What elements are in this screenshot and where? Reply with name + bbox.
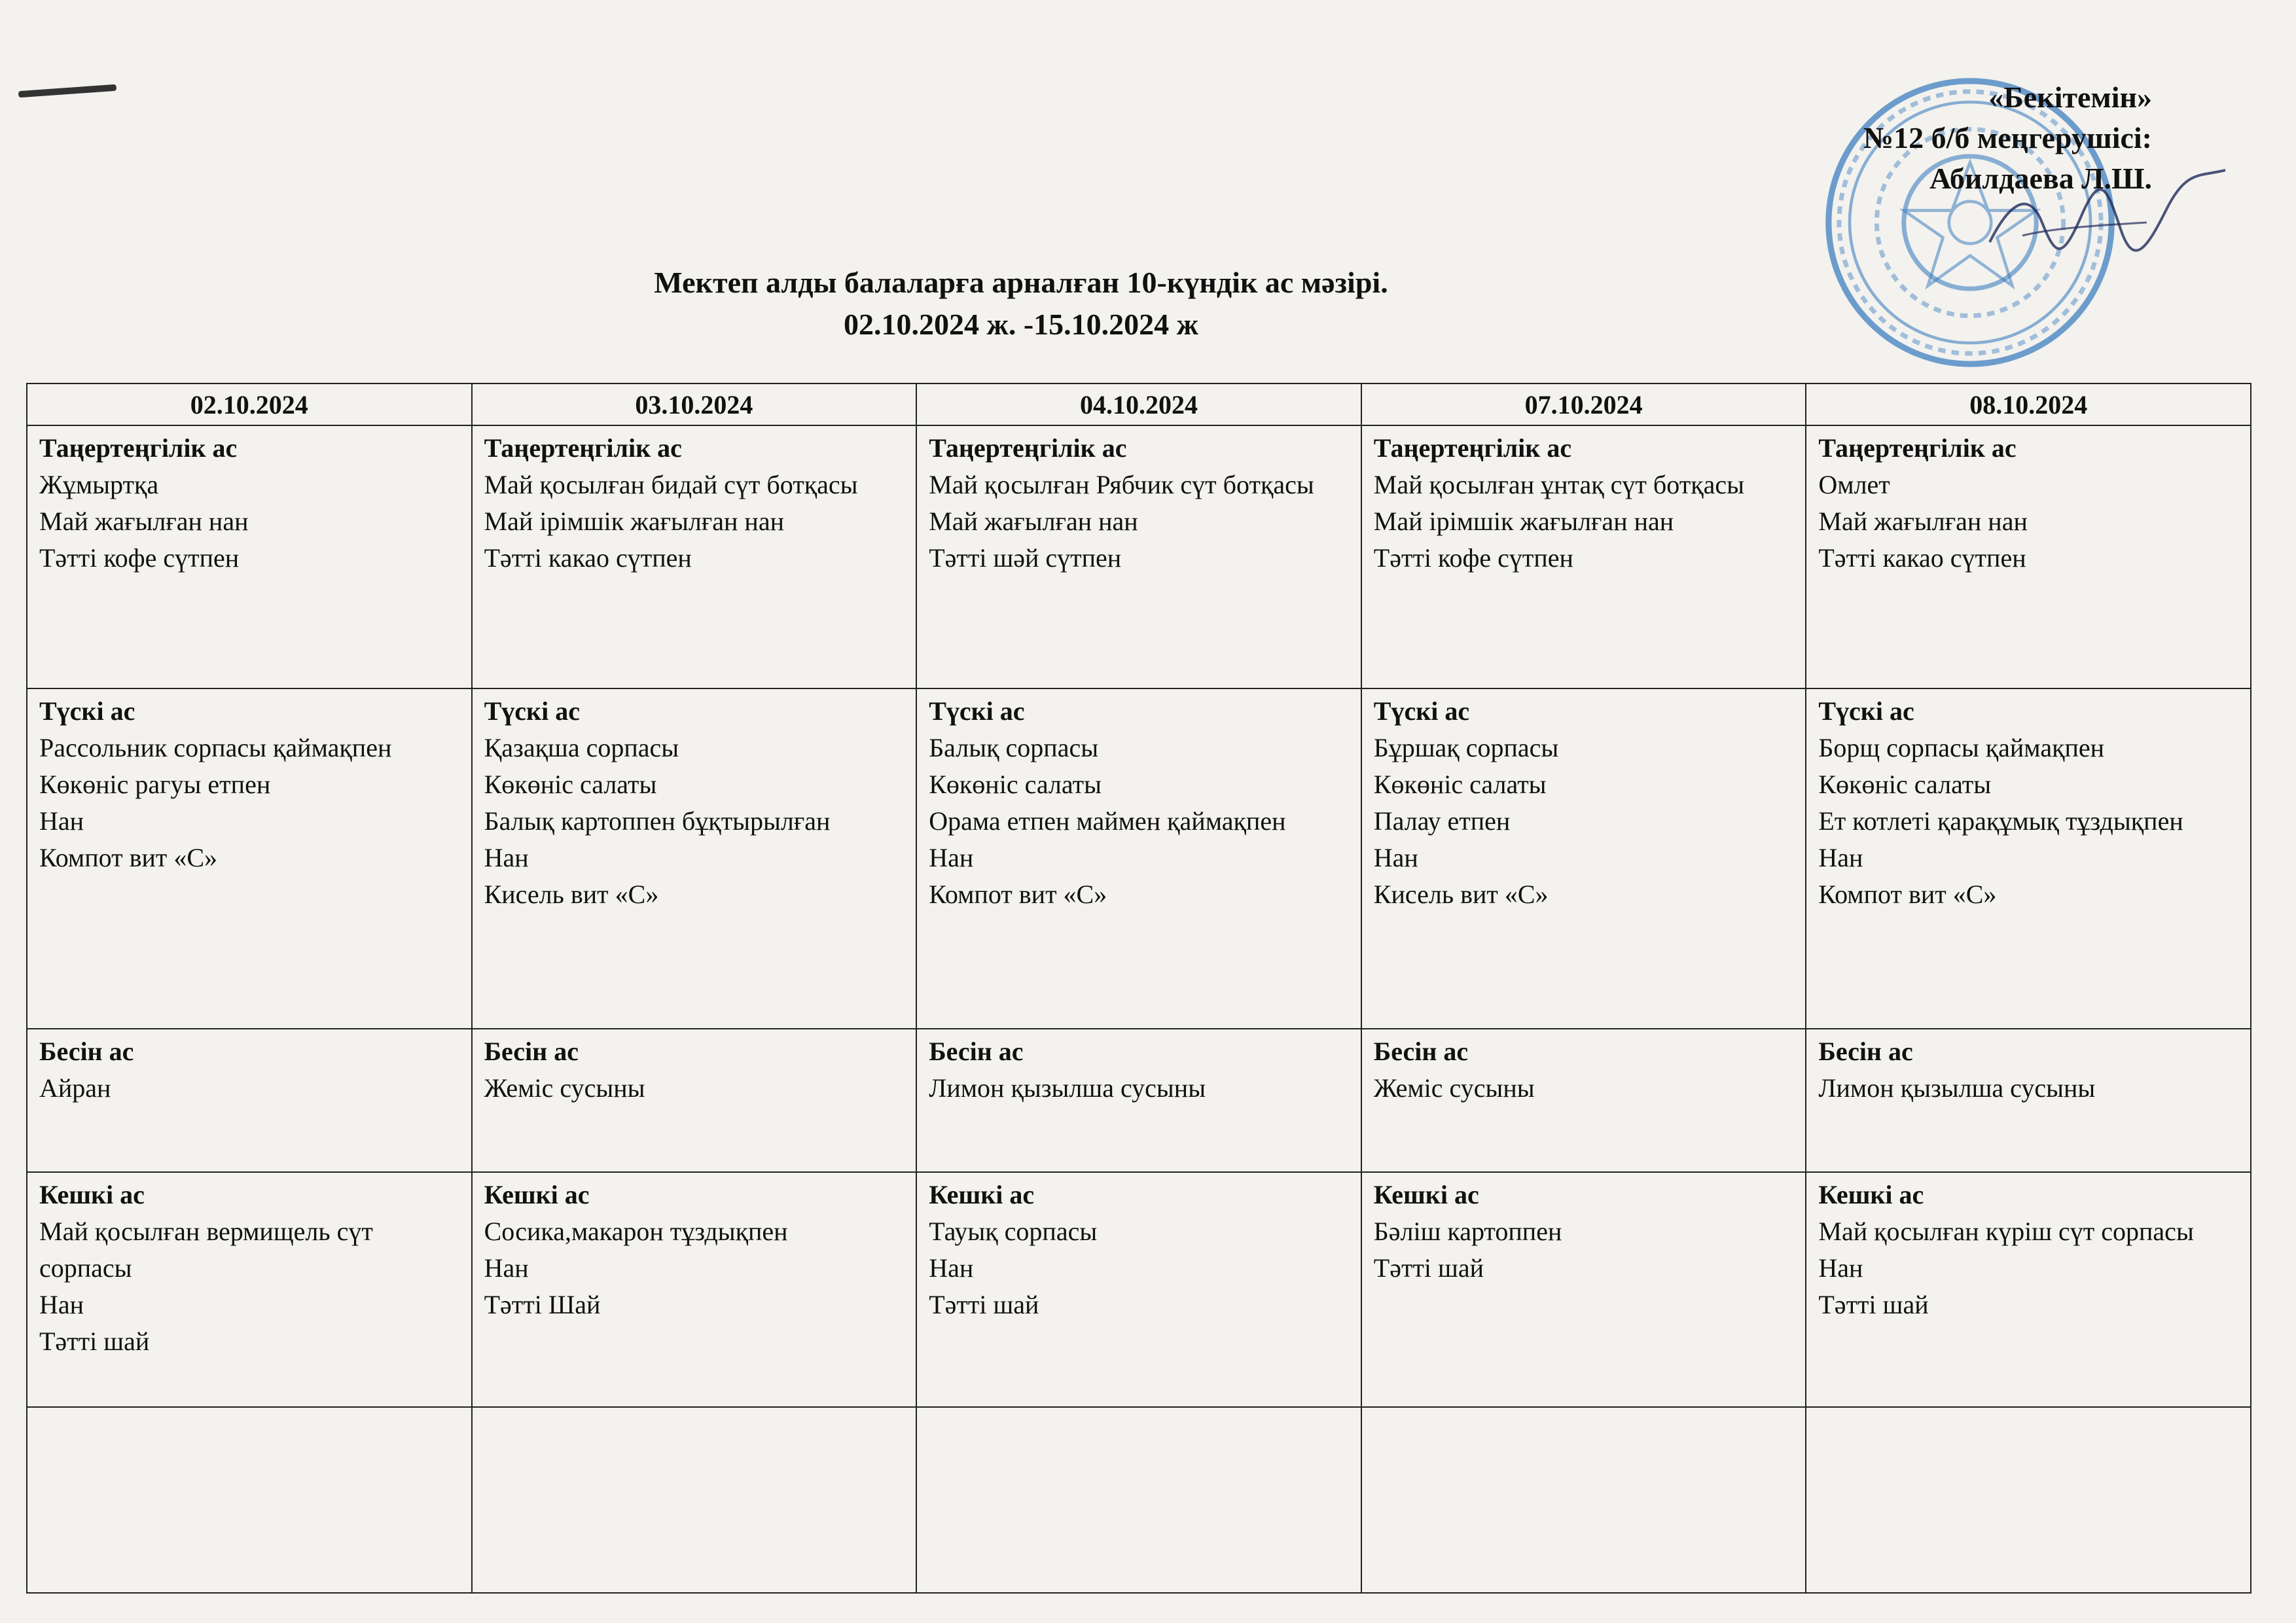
menu-table bbox=[26, 383, 2251, 1594]
menu-cell bbox=[472, 1172, 917, 1407]
menu-item: Май қосылған бидай сүт ботқасы bbox=[484, 470, 858, 499]
menu-item: Тауық сорпасы bbox=[929, 1217, 1098, 1247]
menu-item: Тәтті кофе сүтпен bbox=[1373, 543, 1573, 573]
menu-item: Тәтті Шай bbox=[484, 1290, 601, 1320]
menu-item: Компот вит «С» bbox=[1818, 879, 1997, 909]
menu-cell bbox=[916, 1029, 1361, 1172]
meal-title: Таңертеңгілік ас bbox=[39, 433, 238, 463]
menu-item: Көкөніс салаты bbox=[1818, 769, 1992, 799]
meal-title: Кешкі ас bbox=[1373, 1180, 1479, 1210]
menu-cell bbox=[916, 688, 1361, 1029]
menu-item: Тәтті какао сүтпен bbox=[1818, 543, 2026, 573]
empty-cell bbox=[472, 1407, 917, 1593]
dinner-row bbox=[27, 1172, 2251, 1407]
menu-cell bbox=[1806, 1029, 2251, 1172]
menu-item: Палау етпен bbox=[1373, 806, 1511, 836]
meal-title: Түскі ас bbox=[39, 696, 135, 726]
menu-item: Май қосылған күріш сүт сорпасы bbox=[1818, 1217, 2194, 1247]
menu-item: Ет котлеті қарақұмық тұздықпен bbox=[1818, 806, 2183, 836]
menu-cell bbox=[27, 1172, 472, 1407]
title-dates: 02.10.2024 ж. -15.10.2024 ж bbox=[843, 308, 1199, 341]
menu-item: Май жағылған нан bbox=[1818, 507, 2028, 536]
meal-title: Түскі ас bbox=[1818, 696, 1914, 726]
menu-item: Көкөніс салаты bbox=[484, 769, 657, 799]
menu-cell bbox=[1806, 425, 2251, 688]
empty-row bbox=[27, 1407, 2251, 1593]
menu-item: Май жағылған нан bbox=[929, 507, 1138, 536]
meal-title: Таңертеңгілік ас bbox=[929, 433, 1127, 463]
menu-item: Жеміс сусыны bbox=[1373, 1073, 1535, 1103]
menu-item: Май қосылған ұнтақ сүт ботқасы bbox=[1373, 470, 1745, 499]
menu-item: Нан bbox=[39, 1290, 84, 1320]
menu-item: Жеміс сусыны bbox=[484, 1073, 645, 1103]
menu-item: Нан bbox=[929, 1253, 974, 1283]
menu-item: Борщ сорпасы қаймақпен bbox=[1818, 732, 2105, 762]
meal-title: Бесін ас bbox=[1373, 1037, 1469, 1067]
date-header: 07.10.2024 bbox=[1361, 383, 1806, 425]
approval-block bbox=[1563, 77, 2152, 199]
empty-cell bbox=[916, 1407, 1361, 1593]
meal-title: Кешкі ас bbox=[1818, 1180, 1924, 1210]
menu-item: Сосика,макарон тұздықпен bbox=[484, 1217, 788, 1247]
menu-item: Бұршақ сорпасы bbox=[1373, 732, 1559, 762]
menu-cell bbox=[1361, 688, 1806, 1029]
page-title bbox=[497, 262, 1545, 346]
menu-cell bbox=[916, 1172, 1361, 1407]
empty-cell bbox=[1361, 1407, 1806, 1593]
menu-item: Май жағылған нан bbox=[39, 507, 249, 536]
menu-item: Тәтті шай bbox=[1818, 1290, 1929, 1320]
menu-cell bbox=[27, 688, 472, 1029]
lunch-row bbox=[27, 688, 2251, 1029]
menu-item: Нан bbox=[1818, 1253, 1863, 1283]
menu-cell bbox=[1361, 425, 1806, 688]
meal-title: Бесін ас bbox=[929, 1037, 1024, 1067]
header-row bbox=[27, 383, 2251, 425]
menu-item: Жұмыртқа bbox=[39, 470, 159, 499]
menu-cell bbox=[916, 425, 1361, 688]
menu-item: Май ірімшік жағылған нан bbox=[1373, 507, 1674, 536]
menu-item: Нан bbox=[484, 1253, 529, 1283]
menu-item: Нан bbox=[484, 842, 529, 872]
date-header: 02.10.2024 bbox=[27, 383, 472, 425]
meal-title: Кешкі ас bbox=[39, 1180, 145, 1210]
menu-item: Көкөніс салаты bbox=[929, 769, 1102, 799]
menu-item: Балық сорпасы bbox=[929, 732, 1099, 762]
menu-item: Тәтті какао сүтпен bbox=[484, 543, 692, 573]
menu-item: Рассольник сорпасы қаймақпен bbox=[39, 732, 392, 762]
menu-cell bbox=[1361, 1029, 1806, 1172]
menu-item: Тәтті шай bbox=[929, 1290, 1039, 1320]
empty-cell bbox=[1806, 1407, 2251, 1593]
menu-item: Кисель вит «С» bbox=[1373, 879, 1549, 909]
menu-cell bbox=[1806, 688, 2251, 1029]
menu-item: Кисель вит «С» bbox=[484, 879, 659, 909]
menu-item: Лимон қызылша сусыны bbox=[1818, 1073, 2096, 1103]
menu-item: Нан bbox=[1818, 842, 1863, 872]
snack-row bbox=[27, 1029, 2251, 1172]
menu-item: Көкөніс рагуы етпен bbox=[39, 769, 271, 799]
meal-title: Бесін ас bbox=[1818, 1037, 1913, 1067]
menu-cell bbox=[472, 688, 917, 1029]
menu-item: Май ірімшік жағылған нан bbox=[484, 507, 784, 536]
meal-title: Түскі ас bbox=[1373, 696, 1470, 726]
menu-item: Лимон қызылша сусыны bbox=[929, 1073, 1206, 1103]
menu-cell bbox=[27, 1029, 472, 1172]
menu-item: Қазақша сорпасы bbox=[484, 732, 679, 762]
menu-item: Нан bbox=[1373, 842, 1418, 872]
menu-item: Нан bbox=[39, 806, 84, 836]
menu-item: Тәтті шай bbox=[39, 1327, 150, 1357]
menu-item: Тәтті шәй сүтпен bbox=[929, 543, 1122, 573]
date-header: 03.10.2024 bbox=[472, 383, 917, 425]
menu-item: Компот вит «С» bbox=[929, 879, 1107, 909]
menu-item: Нан bbox=[929, 842, 974, 872]
menu-item: Орама етпен маймен қаймақпен bbox=[929, 806, 1286, 836]
menu-item: Компот вит «С» bbox=[39, 842, 218, 872]
date-header: 08.10.2024 bbox=[1806, 383, 2251, 425]
menu-item: Бәліш картоппен bbox=[1373, 1217, 1562, 1247]
date-header: 04.10.2024 bbox=[916, 383, 1361, 425]
approval-position: №12 б/б меңгерушісі: bbox=[1863, 121, 2152, 154]
menu-item: Балық картоппен бұқтырылған bbox=[484, 806, 831, 836]
meal-title: Таңертеңгілік ас bbox=[484, 433, 682, 463]
menu-item: Май қосылған вермищель сүт сорпасы bbox=[39, 1217, 373, 1283]
meal-title: Бесін ас bbox=[484, 1037, 579, 1067]
meal-title: Кешкі ас bbox=[484, 1180, 590, 1210]
meal-title: Түскі ас bbox=[929, 696, 1025, 726]
menu-item: Май қосылған Рябчик сүт ботқасы bbox=[929, 470, 1314, 499]
menu-cell bbox=[1806, 1172, 2251, 1407]
menu-item: Тәтті шай bbox=[1373, 1253, 1484, 1283]
empty-cell bbox=[27, 1407, 472, 1593]
menu-item: Омлет bbox=[1818, 470, 1890, 499]
approval-name: Абилдаева Л.Ш. bbox=[1929, 162, 2152, 195]
menu-item: Көкөніс салаты bbox=[1373, 769, 1547, 799]
meal-title: Бесін ас bbox=[39, 1037, 134, 1067]
pen-mark bbox=[18, 84, 117, 98]
menu-cell bbox=[1361, 1172, 1806, 1407]
meal-title: Кешкі ас bbox=[929, 1180, 1035, 1210]
meal-title: Таңертеңгілік ас bbox=[1373, 433, 1572, 463]
breakfast-row bbox=[27, 425, 2251, 688]
menu-cell bbox=[472, 1029, 917, 1172]
title-line: Мектеп алды балаларға арналған 10-күндік ас мәзірі. bbox=[654, 266, 1388, 299]
approval-heading: «Бекітемін» bbox=[1988, 80, 2152, 114]
menu-item: Айран bbox=[39, 1073, 111, 1103]
menu-item: Тәтті кофе сүтпен bbox=[39, 543, 240, 573]
menu-cell bbox=[27, 425, 472, 688]
meal-title: Түскі ас bbox=[484, 696, 580, 726]
menu-cell bbox=[472, 425, 917, 688]
meal-title: Таңертеңгілік ас bbox=[1818, 433, 2017, 463]
